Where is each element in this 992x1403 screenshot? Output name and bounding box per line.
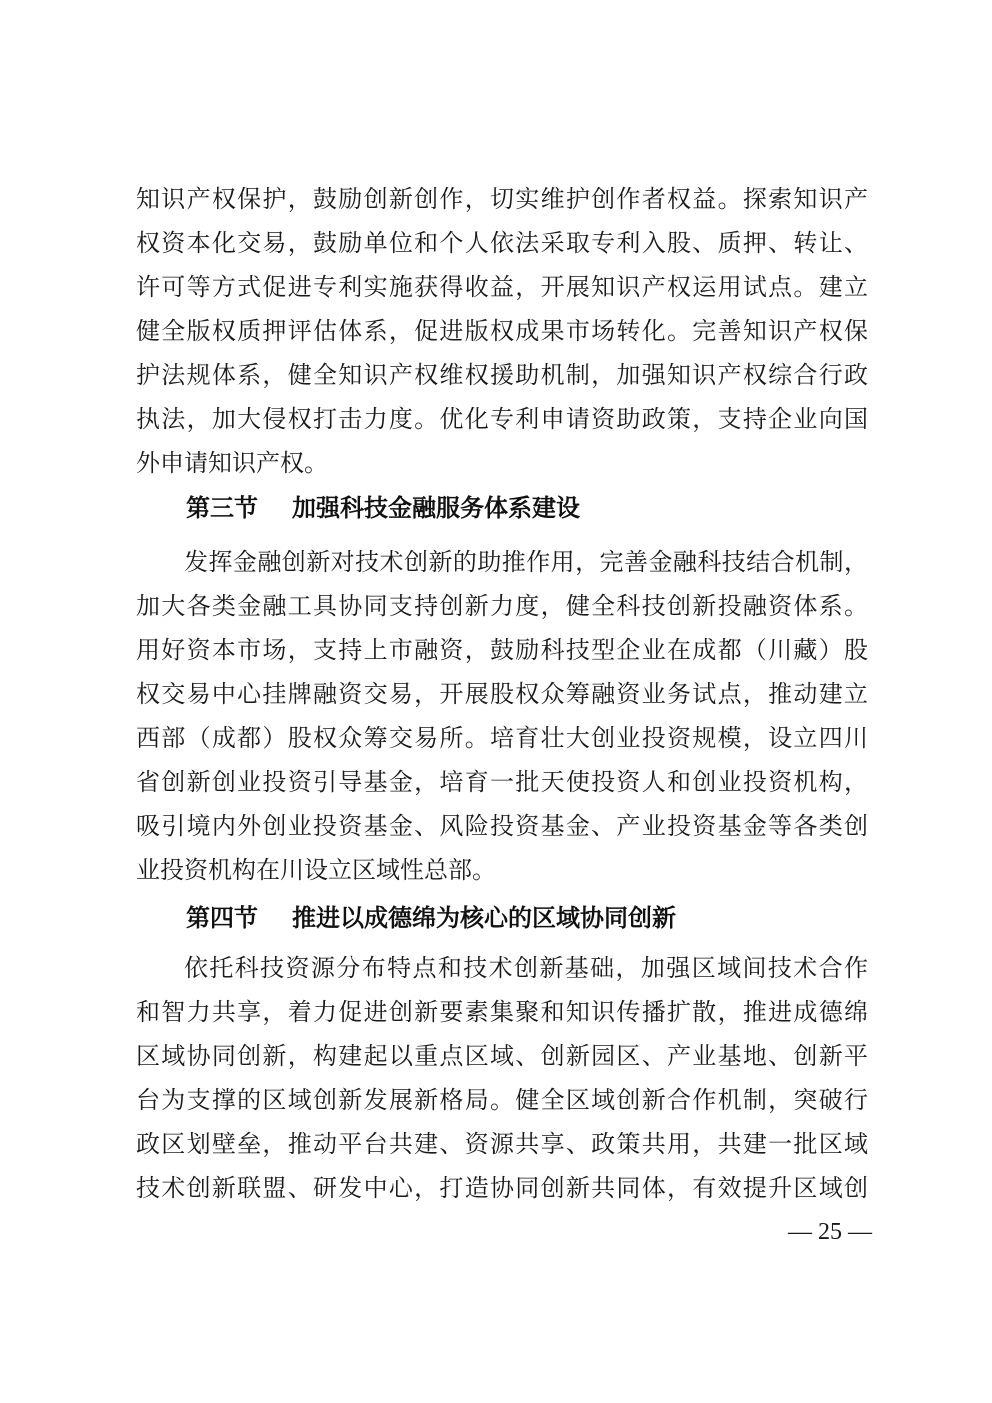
page-number: — 25 — <box>788 1219 872 1245</box>
text-line: 许可等方式促进专利实施获得收益，开展知识产权运用试点。建立 <box>136 273 868 301</box>
text-line: 发挥金融创新对技术创新的助推作用，完善金融科技结合机制， <box>184 548 868 576</box>
text-line: 用好资本市场，支持上市融资，鼓励科技型企业在成都（川藏）股 <box>136 636 868 664</box>
text-line: 执法，加大侵权打击力度。优化专利申请资助政策，支持企业向国 <box>136 405 868 433</box>
text-line: 业投资机构在川设立区域性总部。 <box>136 856 496 884</box>
text-line: 加大各类金融工具协同支持创新力度，健全科技创新投融资体系。 <box>136 592 868 620</box>
text-line: 依托科技资源分布特点和技术创新基础，加强区域间技术合作 <box>184 954 868 982</box>
text-line: 吸引境内外创业投资基金、风险投资基金、产业投资基金等各类创 <box>136 812 868 840</box>
text-line: 政区划壁垒，推动平台共建、资源共享、政策共用，共建一批区域 <box>136 1130 868 1158</box>
text-line: 技术创新联盟、研发中心，打造协同创新共同体，有效提升区域创 <box>136 1174 868 1202</box>
text-line: 健全版权质押评估体系，促进版权成果市场转化。完善知识产权保 <box>136 317 868 345</box>
text-line: 和智力共享，着力促进创新要素集聚和知识传播扩散，推进成德绵 <box>136 998 868 1026</box>
section-heading-3 <box>186 486 580 530</box>
text-line: 护法规体系，健全知识产权维权援助机制，加强知识产权综合行政 <box>136 361 868 389</box>
text-line: 权交易中心挂牌融资交易，开展股权众筹融资业务试点，推动建立 <box>136 680 868 708</box>
text-line: 知识产权保护，鼓励创新创作，切实维护创作者权益。探索知识产 <box>136 185 868 213</box>
text-line: 省创新创业投资引导基金，培育一批天使投资人和创业投资机构， <box>136 768 868 796</box>
section-number: 第四节 <box>186 903 258 932</box>
section-heading-4 <box>186 896 676 940</box>
text-line: 权资本化交易，鼓励单位和个人依法采取专利入股、质押、转让、 <box>136 229 868 257</box>
section-number: 第三节 <box>186 493 258 522</box>
text-line: 区域协同创新，构建起以重点区域、创新园区、产业基地、创新平 <box>136 1042 868 1070</box>
text-line: 西部（成都）股权众筹交易所。培育壮大创业投资规模，设立四川 <box>136 724 868 752</box>
section-title: 推进以成德绵为核心的区域协同创新 <box>292 903 676 932</box>
text-line: 台为支撑的区域创新发展新格局。健全区域创新合作机制，突破行 <box>136 1086 868 1114</box>
text-line: 外申请知识产权。 <box>136 449 328 477</box>
section-title: 加强科技金融服务体系建设 <box>292 493 580 522</box>
